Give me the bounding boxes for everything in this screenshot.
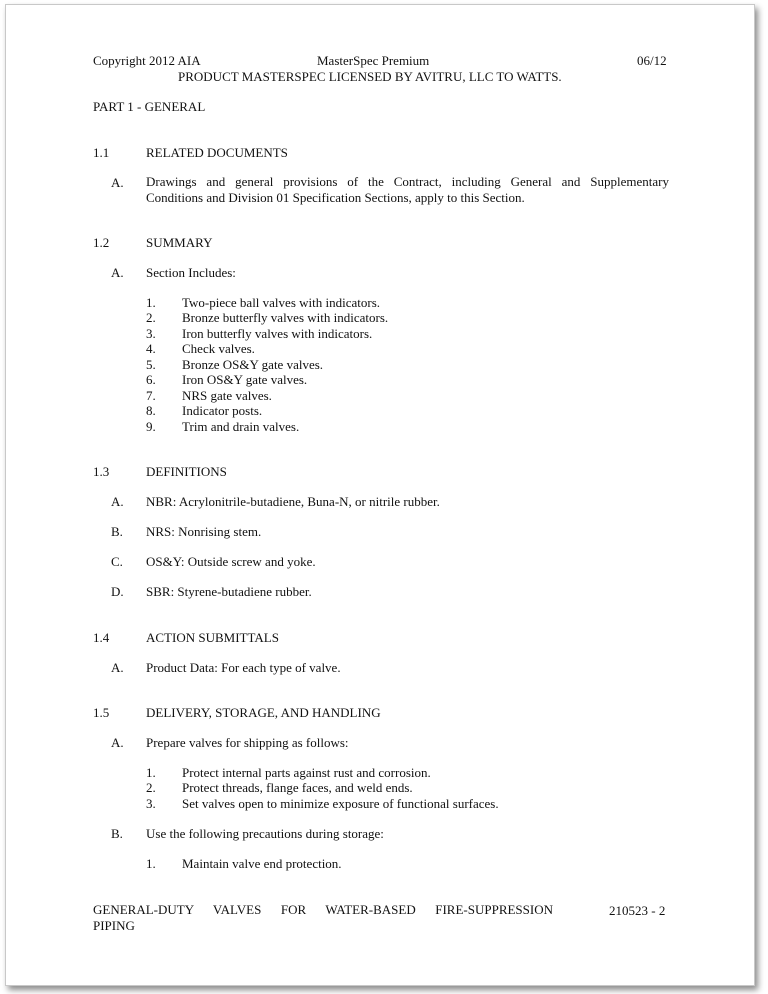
list-number: 9. xyxy=(146,419,156,434)
section-title: DEFINITIONS xyxy=(146,464,227,479)
paragraph-letter: C. xyxy=(111,554,123,569)
section-number: 1.4 xyxy=(93,630,110,645)
list-number: 6. xyxy=(146,372,156,387)
list-item: Two-piece ball valves with indicators. xyxy=(182,295,381,310)
paragraph-letter: D. xyxy=(111,584,124,599)
list-item: Bronze butterfly valves with indicators. xyxy=(182,310,389,325)
section-title: SUMMARY xyxy=(146,235,213,250)
list-number: 4. xyxy=(146,341,156,356)
paragraph-letter: A. xyxy=(111,494,124,509)
definition-text: NBR: Acrylonitrile-butadiene, Buna-N, or nitrile rubber. xyxy=(146,494,440,509)
footer-page-number: 210523 - 2 xyxy=(609,903,666,918)
list-item: Bronze OS&Y gate valves. xyxy=(182,357,324,372)
list-item: Iron OS&Y gate valves. xyxy=(182,372,308,387)
definition-text: OS&Y: Outside screw and yoke. xyxy=(146,554,316,569)
list-number: 5. xyxy=(146,357,156,372)
footer-title-line1: GENERAL-DUTY VALVES FOR WATER-BASED FIRE-SUPPRESSION xyxy=(93,902,553,917)
paragraph-text: Product Data: For each type of valve. xyxy=(146,660,341,675)
paragraph-letter: A. xyxy=(111,660,124,675)
list-item: Set valves open to minimize exposure of functional surfaces. xyxy=(182,796,499,811)
section-number: 1.3 xyxy=(93,464,110,479)
list-number: 3. xyxy=(146,796,156,811)
paragraph-letter: A. xyxy=(111,175,124,190)
section-title: DELIVERY, STORAGE, AND HANDLING xyxy=(146,705,381,720)
paragraph-text-line: Conditions and Division 01 Specification Sections, apply to this Section. xyxy=(146,190,525,205)
section-number: 1.1 xyxy=(93,145,110,160)
list-number: 7. xyxy=(146,388,156,403)
definition-text: SBR: Styrene-butadiene rubber. xyxy=(146,584,312,599)
list-number: 1. xyxy=(146,295,156,310)
paragraph-text: Prepare valves for shipping as follows: xyxy=(146,735,349,750)
list-item: NRS gate valves. xyxy=(182,388,272,403)
list-item: Protect internal parts against rust and corrosion. xyxy=(182,765,431,780)
paragraph-letter: A. xyxy=(111,735,124,750)
paragraph-letter: B. xyxy=(111,826,123,841)
header-copyright: Copyright 2012 AIA xyxy=(93,53,201,68)
section-number: 1.2 xyxy=(93,235,110,250)
list-item: Trim and drain valves. xyxy=(182,419,300,434)
list-number: 1. xyxy=(146,856,156,871)
list-number: 1. xyxy=(146,765,156,780)
section-title: ACTION SUBMITTALS xyxy=(146,630,279,645)
definition-text: NRS: Nonrising stem. xyxy=(146,524,262,539)
footer-title-line2: PIPING xyxy=(93,918,135,933)
list-item: Maintain valve end protection. xyxy=(182,856,342,871)
paragraph-text: Section Includes: xyxy=(146,265,236,280)
list-number: 3. xyxy=(146,326,156,341)
list-number: 2. xyxy=(146,310,156,325)
paragraph-text: Use the following precautions during storage: xyxy=(146,826,384,841)
document-page xyxy=(5,4,755,986)
part-heading: PART 1 - GENERAL xyxy=(93,99,206,114)
list-item: Check valves. xyxy=(182,341,255,356)
list-item: Iron butterfly valves with indicators. xyxy=(182,326,373,341)
paragraph-letter: A. xyxy=(111,265,124,280)
paragraph-text-line: Drawings and general provisions of the Contract, including General and Supplementary xyxy=(146,174,669,189)
list-number: 8. xyxy=(146,403,156,418)
list-item: Protect threads, flange faces, and weld ends. xyxy=(182,780,413,795)
list-number: 2. xyxy=(146,780,156,795)
section-number: 1.5 xyxy=(93,705,110,720)
paragraph-letter: B. xyxy=(111,524,123,539)
header-date: 06/12 xyxy=(637,53,667,68)
section-title: RELATED DOCUMENTS xyxy=(146,145,288,160)
list-item: Indicator posts. xyxy=(182,403,263,418)
header-product: MasterSpec Premium xyxy=(317,53,430,68)
header-license: PRODUCT MASTERSPEC LICENSED BY AVITRU, LLC TO WATTS. xyxy=(178,69,562,84)
